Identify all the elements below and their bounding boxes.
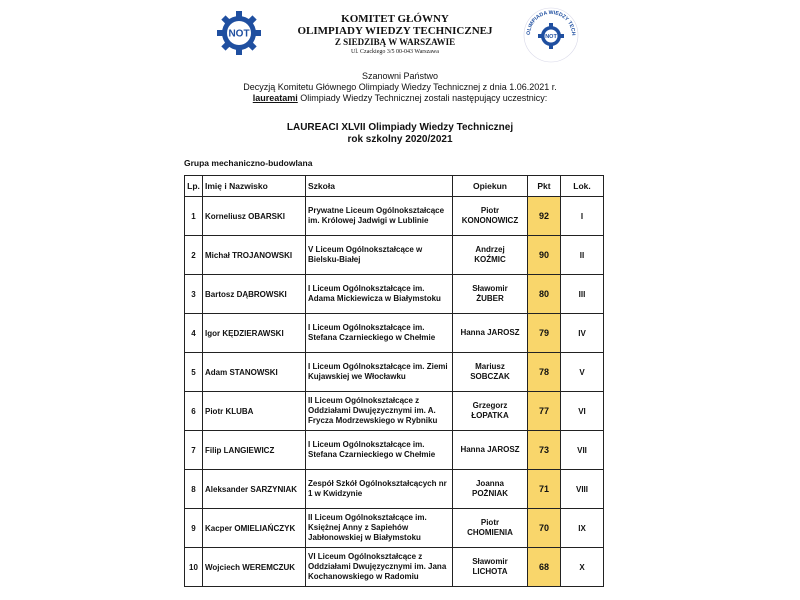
cell-name: Aleksander SARZYNIAK (203, 470, 306, 509)
cell-name: Michał TROJANOWSKI (203, 236, 306, 275)
tutor-first-name: Mariusz (475, 362, 505, 371)
cell-place: VII (561, 431, 604, 470)
cell-lp: 2 (185, 236, 203, 275)
cell-place: X (561, 548, 604, 587)
col-header-lp: Lp. (185, 176, 203, 197)
cell-tutor (453, 470, 528, 509)
tutor-first-name: Sławomir (472, 284, 508, 293)
cell-lp: 10 (185, 548, 203, 587)
cell-tutor (453, 431, 528, 470)
tutor-last-name: Hanna JAROSZ (460, 328, 520, 337)
cell-school: V Liceum Ogólnokształcące w Bielsku-Białej (306, 236, 453, 275)
cell-points: 71 (528, 470, 561, 509)
tutor-first-name: Grzegorz (472, 401, 508, 410)
cell-tutor (453, 509, 528, 548)
laureates-table (184, 175, 604, 587)
cell-school: I Liceum Ogólnokształcące im. Stefana Czarnieckiego w Chełmie (306, 431, 453, 470)
tutor-first-name: Piotr (480, 206, 500, 215)
cell-lp: 1 (185, 197, 203, 236)
olympiad-seal-icon (522, 6, 580, 64)
cell-name: Kacper OMIELIAŃCZYK (203, 509, 306, 548)
cell-place: V (561, 353, 604, 392)
cell-school: Prywatne Liceum Ogólnokształcące im. Królowej Jadwigi w Lublinie (306, 197, 453, 236)
cell-school: VI Liceum Ogólnokształcące z Oddziałami Dwujęzycznymi im. Jana Kochanowskiego w Radomiu (306, 548, 453, 587)
cell-name: Igor KĘDZIERAWSKI (203, 314, 306, 353)
cell-place: III (561, 275, 604, 314)
cell-school: I Liceum Ogólnokształcące im. Ziemi Kujawskiej we Włocławku (306, 353, 453, 392)
not-logo-icon (217, 11, 261, 55)
seal-ring-text: OLIMPIADA WIEDZY TECH (525, 9, 577, 36)
cell-school: II Liceum Ogólnokształcące z Oddziałami Dwujęzycznymi im. A. Frycza Modrzewskiego w Rybniku (306, 392, 453, 431)
table-row (185, 548, 604, 587)
tutor-first-name: Andrzej (475, 245, 505, 254)
cell-place: I (561, 197, 604, 236)
laureates-word: laureatami (252, 93, 298, 103)
cell-points: 92 (528, 197, 561, 236)
tutor-last-name: KOŹMIC (474, 255, 506, 264)
letterhead (270, 13, 520, 57)
table-row (185, 470, 604, 509)
tutor-last-name: ŁOPATKA (471, 411, 509, 420)
cell-school: II Liceum Ogólnokształcące im. Księżnej Anny z Sapiehów Jabłonowskiej w Białymstoku (306, 509, 453, 548)
decision-line: Decyzją Komitetu Głównego Olimpiady Wiedzy Technicznej z dnia 1.06.2021 r. (243, 82, 557, 92)
cell-lp: 4 (185, 314, 203, 353)
cell-points: 73 (528, 431, 561, 470)
title-line-1: LAUREACI XLVII Olimpiady Wiedzy Technicznej (286, 122, 514, 133)
committee-name: KOMITET GŁÓWNY (341, 13, 449, 25)
table-row (185, 275, 604, 314)
tutor-last-name: POŻNIAK (472, 489, 508, 498)
seat-line: Z SIEDZIBĄ W WARSZAWIE (334, 37, 456, 47)
table-row (185, 236, 604, 275)
cell-lp: 8 (185, 470, 203, 509)
cell-school: I Liceum Ogólnokształcące im. Stefana Czarnieckiego w Chełmie (306, 314, 453, 353)
document-title (200, 122, 600, 146)
cell-place: VIII (561, 470, 604, 509)
col-header-school: Szkoła (306, 176, 453, 197)
tutor-last-name: SOBCZAK (470, 372, 510, 381)
group-label: Grupa mechaniczno-budowlana (184, 158, 313, 168)
table-row (185, 353, 604, 392)
cell-lp: 9 (185, 509, 203, 548)
cell-name: Filip LANGIEWICZ (203, 431, 306, 470)
cell-place: VI (561, 392, 604, 431)
cell-points: 68 (528, 548, 561, 587)
tutor-last-name: Hanna JAROSZ (460, 445, 520, 454)
table-row (185, 431, 604, 470)
table-row (185, 197, 604, 236)
cell-tutor (453, 392, 528, 431)
cell-tutor (453, 275, 528, 314)
tutor-first-name: Piotr (480, 518, 500, 527)
cell-lp: 3 (185, 275, 203, 314)
cell-points: 77 (528, 392, 561, 431)
laureates-line (200, 93, 600, 104)
cell-points: 70 (528, 509, 561, 548)
cell-points: 80 (528, 275, 561, 314)
col-header-lok: Lok. (561, 176, 604, 197)
cell-tutor (453, 548, 528, 587)
cell-lp: 6 (185, 392, 203, 431)
cell-lp: 7 (185, 431, 203, 470)
cell-tutor (453, 197, 528, 236)
cell-tutor (453, 236, 528, 275)
col-header-tutor: Opiekun (453, 176, 528, 197)
cell-tutor (453, 353, 528, 392)
cell-name: Adam STANOWSKI (203, 353, 306, 392)
olympiad-name: OLIMPIADY WIEDZY TECHNICZNEJ (297, 25, 493, 37)
col-header-name: Imię i Nazwisko (203, 176, 306, 197)
cell-place: II (561, 236, 604, 275)
not-logo-text: NOT (228, 28, 250, 40)
cell-school: Zespół Szkół Ogólnokształcących nr 1 w Kwidzynie (306, 470, 453, 509)
cell-points: 78 (528, 353, 561, 392)
cell-name: Korneliusz OBARSKI (203, 197, 306, 236)
table-row (185, 509, 604, 548)
tutor-last-name: LICHOTA (472, 567, 508, 576)
table-row (185, 392, 604, 431)
laureates-line-rest: Olimpiady Wiedzy Technicznej zostali następujący uczestnicy: (297, 93, 548, 103)
tutor-last-name: KONONOWICZ (461, 216, 519, 225)
title-line-2: rok szkolny 2020/2021 (347, 134, 453, 145)
intro-text (200, 71, 600, 104)
tutor-last-name: ŻUBER (476, 294, 504, 303)
cell-name: Wojciech WEREMCZUK (203, 548, 306, 587)
seal-inner-text: NOT (545, 34, 557, 40)
col-header-pkt: Pkt (528, 176, 561, 197)
table-row (185, 314, 604, 353)
cell-tutor (453, 314, 528, 353)
cell-points: 90 (528, 236, 561, 275)
cell-place: IX (561, 509, 604, 548)
tutor-first-name: Joanna (475, 479, 504, 488)
tutor-last-name: CHOMIENIA (467, 528, 513, 537)
address-line: Ul. Czackiego 3/5 00-043 Warszawa (351, 49, 439, 55)
cell-school: I Liceum Ogólnokształcące im. Adama Mickiewicza w Białymstoku (306, 275, 453, 314)
cell-lp: 5 (185, 353, 203, 392)
table-header-row (185, 176, 604, 197)
cell-points: 79 (528, 314, 561, 353)
greeting: Szanowni Państwo (361, 71, 439, 81)
cell-place: IV (561, 314, 604, 353)
cell-name: Piotr KLUBA (203, 392, 306, 431)
tutor-first-name: Sławomir (472, 557, 508, 566)
cell-name: Bartosz DĄBROWSKI (203, 275, 306, 314)
